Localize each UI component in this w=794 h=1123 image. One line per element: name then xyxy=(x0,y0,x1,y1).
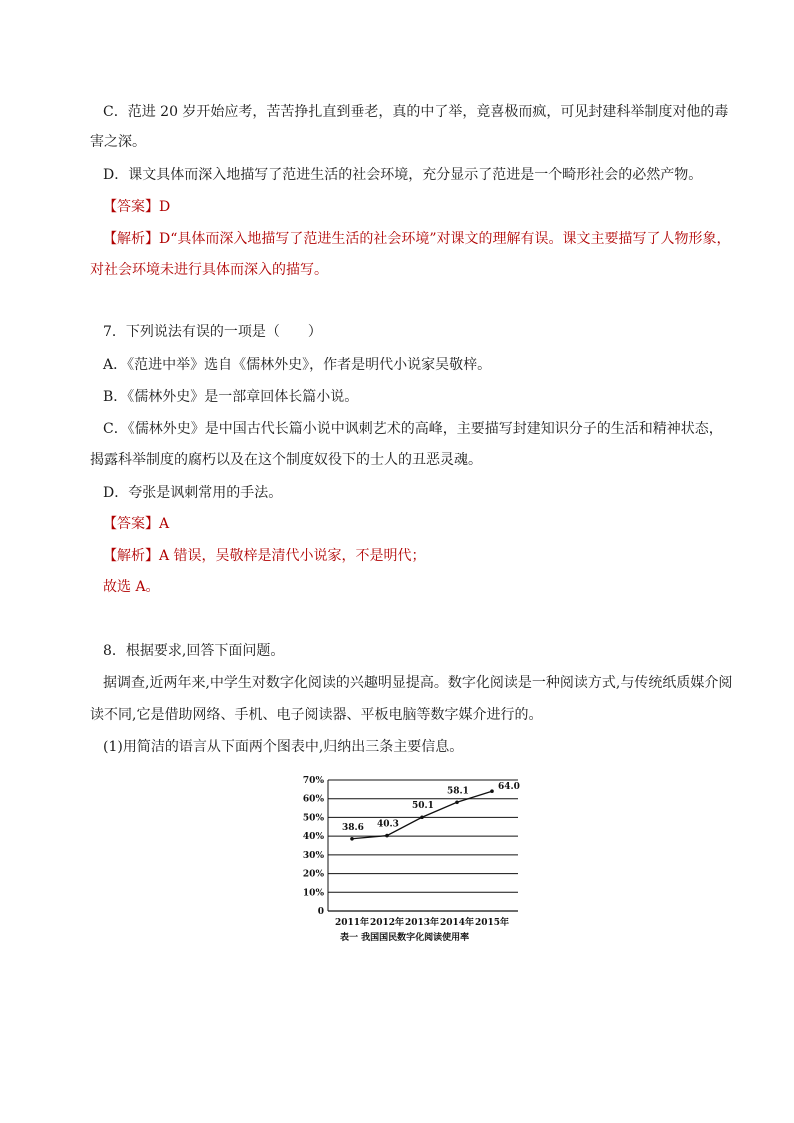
q7-answer-value: A xyxy=(159,516,170,532)
data-label: 50.1 xyxy=(412,801,434,812)
q7-option-d: D．夸张是讽刺常用的手法。 xyxy=(103,485,283,501)
data-point xyxy=(420,815,424,819)
q8-sub1: (1)用简洁的语言从下面两个图表中,归纳出三条主要信息。 xyxy=(103,739,464,755)
q7-analysis xyxy=(103,546,426,566)
q7-option-b: B．《儒林外史》是一部章回体长篇小说。 xyxy=(103,389,359,405)
q7-stem: 7．下列说法有误的一项是（ ） xyxy=(103,324,322,340)
x-tick-label: 2013年 xyxy=(404,918,440,928)
data-point xyxy=(455,800,459,804)
data-label: 64.0 xyxy=(498,782,520,793)
data-point xyxy=(385,834,389,838)
q7-analysis-line2: 故选 A。 xyxy=(103,579,160,595)
q6-analysis-line2: 对社会环境未进行具体而深入的描写。 xyxy=(90,262,328,278)
q7-answer xyxy=(103,514,169,534)
x-tick-label: 2011年 xyxy=(334,918,370,928)
q7-answer-tag: 【答案】 xyxy=(103,516,159,532)
q8-stem: 8．根据要求,回答下面问题。 xyxy=(103,643,285,659)
x-tick-label: 2015年 xyxy=(474,918,510,928)
data-label: 38.6 xyxy=(342,822,364,833)
data-label: 58.1 xyxy=(447,786,469,797)
q6-analysis xyxy=(103,229,731,249)
y-tick-label: 40% xyxy=(302,832,324,843)
q6-answer-tag: 【答案】 xyxy=(103,199,159,215)
y-tick-label: 30% xyxy=(302,850,324,861)
q6-answer xyxy=(103,197,170,217)
data-point xyxy=(490,789,494,793)
chart-title: 表一 我国国民数字化阅读使用率 xyxy=(340,933,470,943)
y-tick-label: 50% xyxy=(302,813,324,824)
q6-analysis-line1: D“具体而深入地描写了范进生活的社会环境”对课文的理解有误。课文主要描写了人物形象， xyxy=(159,231,731,247)
q6-analysis-tag: 【解析】 xyxy=(103,231,159,247)
q7-analysis-tag: 【解析】 xyxy=(103,548,159,564)
q6-option-c-line1: C．范进 20 岁开始应考，苦苦挣扎直到垂老，真的中了举，竟喜极而疯，可见封建科举制度对他的毒 xyxy=(103,104,729,120)
data-point xyxy=(350,837,354,841)
data-label: 40.3 xyxy=(377,819,399,830)
q7-option-a: A．《范进中举》选自《儒林外史》，作者是明代小说家吴敬梓。 xyxy=(103,357,492,373)
q7-option-c-line2: 揭露科举制度的腐朽以及在这个制度奴役下的士人的丑恶灵魂。 xyxy=(90,452,482,468)
q7-option-c-line1: C．《儒林外史》是中国古代长篇小说中讽刺艺术的高峰，主要描写封建知识分子的生活和精神状态， xyxy=(103,421,723,437)
q8-intro-line2: 读不同,它是借助网络、手机、电子阅读器、平板电脑等数字媒介进行的。 xyxy=(90,707,543,723)
q6-option-c-line2: 害之深。 xyxy=(90,134,146,150)
y-tick-label: 70% xyxy=(302,776,324,786)
digital-reading-chart xyxy=(300,768,540,950)
q6-option-d: D．课文具体而深入地描写了范进生活的社会环境，充分显示了范进是一个畸形社会的必然产物。 xyxy=(103,167,703,183)
y-tick-label: 0 xyxy=(317,907,324,917)
y-tick-label: 60% xyxy=(302,794,324,805)
y-tick-label: 10% xyxy=(302,888,324,899)
q7-analysis-line1: A 错误，吴敬梓是清代小说家，不是明代； xyxy=(159,548,426,564)
q6-answer-value: D xyxy=(159,199,171,215)
x-tick-label: 2012年 xyxy=(369,918,405,928)
y-tick-label: 20% xyxy=(302,869,324,880)
x-tick-label: 2014年 xyxy=(439,918,475,928)
q8-intro-line1: 据调查,近两年来,中学生对数字化阅读的兴趣明显提高。数字化阅读是一种阅读方式,与传统纸质媒介阅 xyxy=(103,675,733,691)
